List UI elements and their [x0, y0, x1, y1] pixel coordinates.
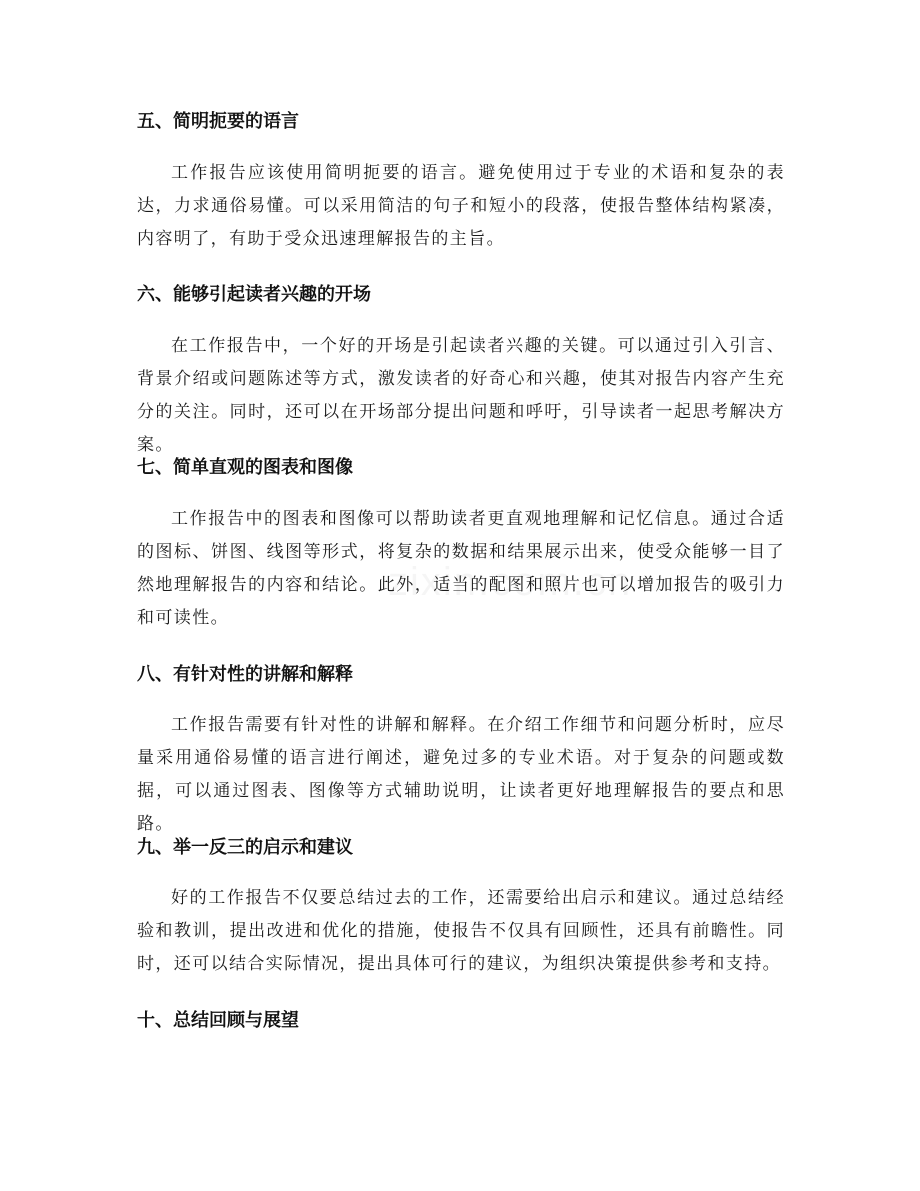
section-heading-10: 十、总结回顾与展望: [137, 1010, 299, 1031]
section-paragraph-7: 工作报告中的图表和图像可以帮助读者更直观地理解和记忆信息。通过合适的图标、饼图、线图等形式，将复杂的数据和结果展示出来，使受众能够一目了然地理解报告的内容和结论。此外，适当的配图和照片也可以增加报告的吸引力和可读性。: [137, 509, 785, 628]
section-heading-7: 七、简单直观的图表和图像: [137, 457, 353, 478]
section-paragraph-5: 工作报告应该使用简明扼要的语言。避免使用过于专业的术语和复杂的表达，力求通俗易懂。可以采用简洁的句子和短小的段落，使报告整体结构紧凑，内容明了，有助于受众迅速理解报告的主旨。: [137, 163, 785, 249]
section-heading-9: 九、举一反三的启示和建议: [137, 837, 353, 858]
section-heading-5: 五、简明扼要的语言: [137, 111, 299, 132]
section-paragraph-6: 在工作报告中，一个好的开场是引起读者兴趣的关键。可以通过引入引言、背景介绍或问题陈述等方式，激发读者的好奇心和兴趣，使其对报告内容产生充分的关注。同时，还可以在开场部分提出问题和呼吁，引导读者一起思考解决方案。: [137, 336, 785, 455]
section-paragraph-8: 工作报告需要有针对性的讲解和解释。在介绍工作细节和问题分析时，应尽量采用通俗易懂的语言进行阐述，避免过多的专业术语。对于复杂的问题或数据，可以通过图表、图像等方式辅助说明，让读者更好地理解报告的要点和思路。: [137, 715, 785, 834]
section-heading-8: 八、有针对性的讲解和解释: [137, 664, 353, 685]
section-paragraph-9: 好的工作报告不仅要总结过去的工作，还需要给出启示和建议。通过总结经验和教训，提出改进和优化的措施，使报告不仅具有回顾性，还具有前瞻性。同时，还可以结合实际情况，提出具体可行的建议，为组织决策提供参考和支持。: [137, 888, 785, 974]
section-heading-6: 六、能够引起读者兴趣的开场: [137, 284, 371, 305]
